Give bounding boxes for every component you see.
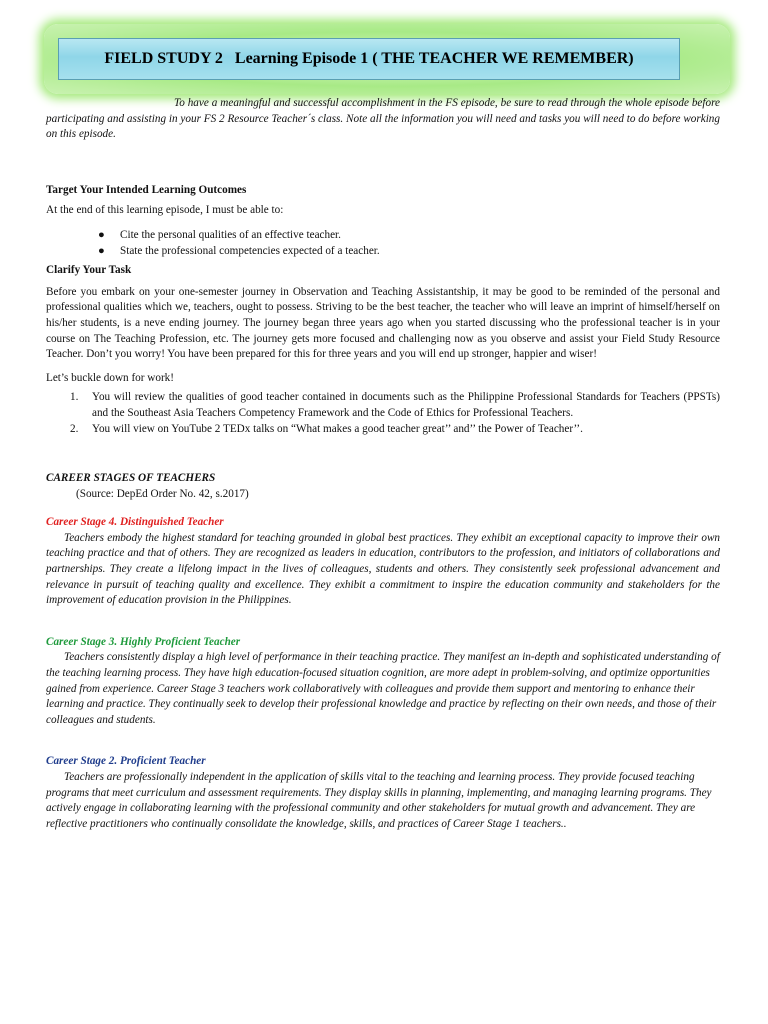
document-body xyxy=(46,96,720,832)
outcomes-list xyxy=(46,228,720,259)
title-banner xyxy=(58,38,680,80)
list-item xyxy=(98,244,720,260)
outcome-text: State the professional competencies expected of a teacher. xyxy=(120,244,380,257)
step-text: You will view on YouTube 2 TEDx talks on “What makes a good teacher great’’ and’’ the Power of Teacher’’. xyxy=(92,422,583,435)
intro-paragraph xyxy=(46,96,720,143)
bullet-icon: ● xyxy=(98,228,105,241)
stage-2-body xyxy=(46,770,720,832)
task-steps xyxy=(46,390,720,437)
step-text: You will review the qualities of good teacher contained in documents such as the Philippine Professional Standards for Teachers (PPSTs) and the Southeast Asia Teachers Competency Framework and the Code of Ethics for Professional Teachers. xyxy=(92,391,720,419)
stage-4-body xyxy=(46,531,720,609)
stage-4-title: Career Stage 4. Distinguished Teacher xyxy=(46,516,224,529)
outcomes-heading: Target Your Intended Learning Outcomes xyxy=(46,183,247,196)
list-item xyxy=(70,390,720,421)
career-source: (Source: DepEd Order No. 42, s.2017) xyxy=(76,487,249,500)
stage-2-title: Career Stage 2. Proficient Teacher xyxy=(46,755,206,768)
career-heading: CAREER STAGES OF TEACHERS xyxy=(46,472,216,485)
step-number: 2. xyxy=(70,422,79,435)
list-item xyxy=(98,228,720,244)
task-heading: Clarify Your Task xyxy=(46,264,132,277)
buckle-text: Let’s buckle down for work! xyxy=(46,371,175,384)
step-number: 1. xyxy=(70,391,79,404)
bullet-icon: ● xyxy=(98,244,105,257)
stage-3-title: Career Stage 3. Highly Proficient Teacher xyxy=(46,635,241,648)
task-paragraph: Before you embark on your one-semester journey in Observation and Teaching Assistantship, it may be good to be reminded of the personal and professional qualities which we, teachers, ought to possess. Striving to be the best teacher, the teacher who will leave an imprint of himself/herself on his/her students, is a neve ending journey. The journey began three years ago when you started discussing who the professional teacher is in your course on The Teaching Profession, etc. The journey gets more focused and challenging now as you observe and assist your Field Study Resource Teacher. Don’t you worry! You have been prepared for this for three years and you will end up stronger, happier and wiser! xyxy=(46,285,720,361)
stage-3-text: Teachers consistently display a high level of performance in their teaching practice. They manifest an in-depth and sophisticated understanding of the teaching learning process. They have high education-focused situation cognition, are more adept in problem-solving, and optimize opportunities gained from experience. Career Stage 3 teachers work collaboratively with colleagues and provide them support and mentoring to enhance their learning and practice. They continually seek to develop their professional knowledge and practice by reflecting on their own needs, and those of their colleagues and students. xyxy=(46,651,720,726)
outcomes-lead: At the end of this learning episode, I must be able to: xyxy=(46,204,284,217)
stage-2-text: Teachers are professionally independent in the application of skills vital to the teaching and learning process. They provide focused teaching programs that meet curriculum and assessment requirements. They display skills in planning, implementing, and managing learning programs. They actively engage in collaborating learning with the professional community and other stakeholders for mutual growth and advancement. They are reflective practitioners who continually consolidate the knowledge, skills, and practices of Career Stage 1 teachers.. xyxy=(46,771,712,830)
outcome-text: Cite the personal qualities of an effective teacher. xyxy=(120,228,341,241)
stage-4-text: Teachers embody the highest standard for teaching grounded in global best practices. They exhibit an exceptional capacity to improve their own teaching practice and that of others. They are recognized as leaders in education, contributors to the profession, and initiators of collaborations and partnerships. They create a lifelong impact in the lives of colleagues, students and others. They consistently seek professional advancement and relevance in pursuit of teaching quality and excellence. They exhibit a commitment to inspire the education community and stakeholders for the improvement of education provision in the Philippines. xyxy=(46,531,720,607)
stage-3-body xyxy=(46,650,720,728)
list-item xyxy=(70,422,720,438)
intro-text: To have a meaningful and successful accomplishment in the FS episode, be sure to read through the whole episode before participating and assisting in your FS 2 Resource Teacher´s class. Note all the information you will need and tasks you will need to do before working on this episode. xyxy=(46,97,720,141)
page-title: FIELD STUDY 2 Learning Episode 1 ( THE TEACHER WE REMEMBER) xyxy=(104,50,634,67)
